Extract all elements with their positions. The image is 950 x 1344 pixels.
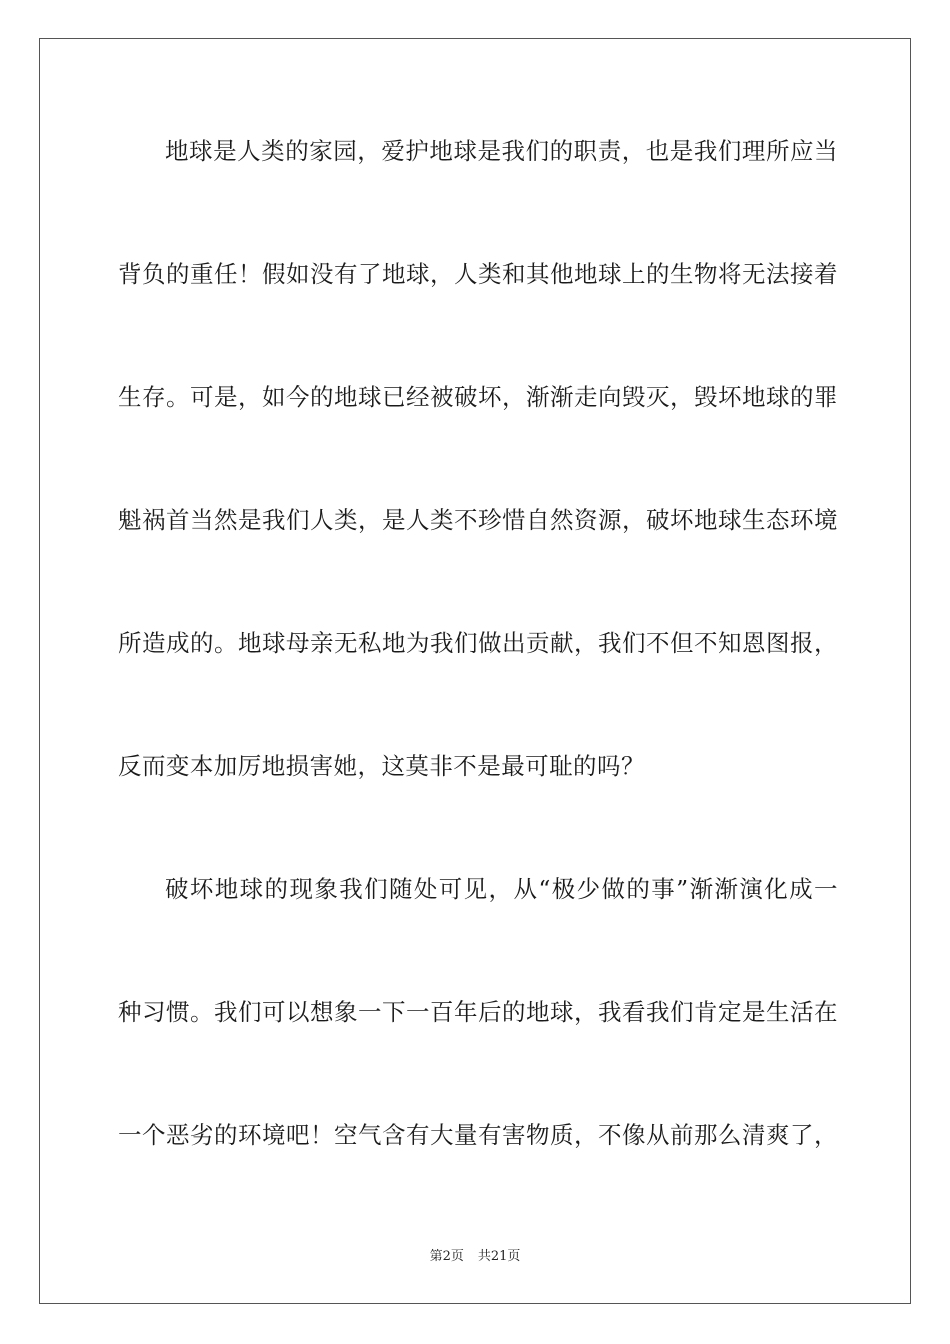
page-border xyxy=(39,38,911,1304)
paragraph-2-line-1: 破坏地球的现象我们随处可见，从“极少做的事”渐渐演化成一 xyxy=(165,875,838,903)
paragraph-2-line-3: 一个恶劣的环境吧！空气含有大量有害物质，不像从前那么清爽了， xyxy=(118,1121,838,1149)
page-footer xyxy=(0,1248,950,1266)
paragraph-1-line-6: 反而变本加厉地损害她，这莫非不是最可耻的吗？ xyxy=(118,752,645,780)
paragraph-2-line-2: 种习惯。我们可以想象一下一百年后的地球，我看我们肯定是生活在 xyxy=(118,998,838,1026)
paragraph-1-line-1: 地球是人类的家园，爱护地球是我们的职责，也是我们理所应当 xyxy=(165,137,838,165)
paragraph-1-line-2: 背负的重任！假如没有了地球，人类和其他地球上的生物将无法接着 xyxy=(118,260,838,288)
page-total: 共21页 xyxy=(477,1249,521,1264)
page-number: 第2页 xyxy=(429,1249,464,1264)
paragraph-1-line-3: 生存。可是，如今的地球已经被破坏，渐渐走向毁灭，毁坏地球的罪 xyxy=(118,383,838,411)
paragraph-1-line-4: 魁祸首当然是我们人类，是人类不珍惜自然资源，破坏地球生态环境 xyxy=(118,506,838,534)
paragraph-1-line-5: 所造成的。地球母亲无私地为我们做出贡献，我们不但不知恩图报， xyxy=(118,629,838,657)
